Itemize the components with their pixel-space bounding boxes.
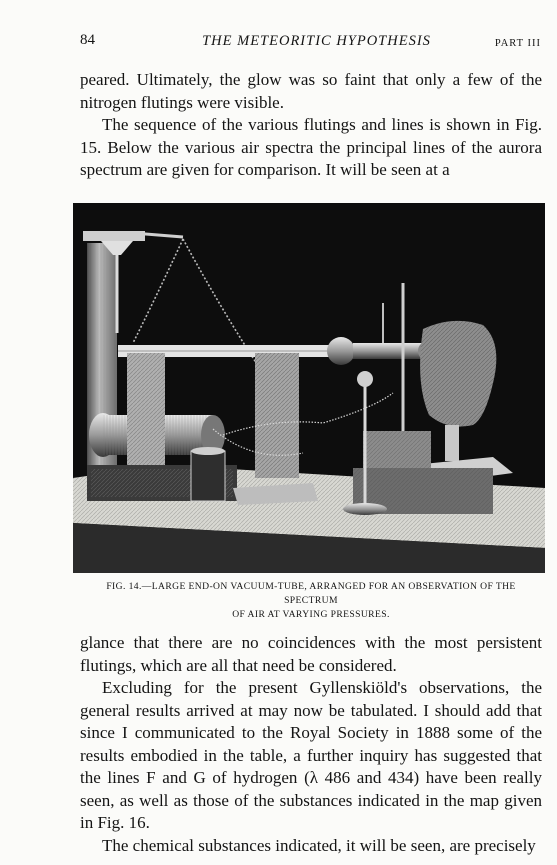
paragraph: peared. Ultimately, the glow was so faint that only a few of the nitrogen flutings were visible. [80,70,542,112]
paragraph: Excluding for the present Gyllenskiöld's observations, the general results arrived at may now be tabulated. I should add that since I communicated to the Royal Society in 1888 some of the results embodied in the table, a further inquiry has suggested that the lines F and G of hydrogen (λ 486 and 434) have been really seen, as well as those of the substances indicated in the map given in Fig. 16. [80,678,542,832]
caption-line-1: FIG. 14.—LARGE END-ON VACUUM-TUBE, ARRANGED FOR AN OBSERVATION OF THE SPECTRUM [106,581,516,606]
paragraph: The chemical substances indicated, it will be seen, are precisely [102,835,536,855]
figure-caption [80,580,542,622]
running-title: THE METEORITIC HYPOTHESIS [202,33,431,49]
caption-line-2: OF AIR AT VARYING PRESSURES. [232,609,390,620]
body-text-bottom [80,632,542,857]
figure-engraving [73,203,545,573]
paragraph: glance that there are no coincidences with the most persistent flutings, which are all that need be considered. [80,633,542,675]
part-label: PART III [494,38,541,49]
page-number: 84 [80,32,95,48]
page-header [80,28,543,52]
vacuum-tube-apparatus-illustration [73,203,545,573]
paragraph: The sequence of the various flutings and lines is shown in Fig. 15. Below the various air spectra the principal lines of the aurora spectrum are given for comparison. It will be seen at a [80,115,542,179]
body-text-top [80,69,542,182]
